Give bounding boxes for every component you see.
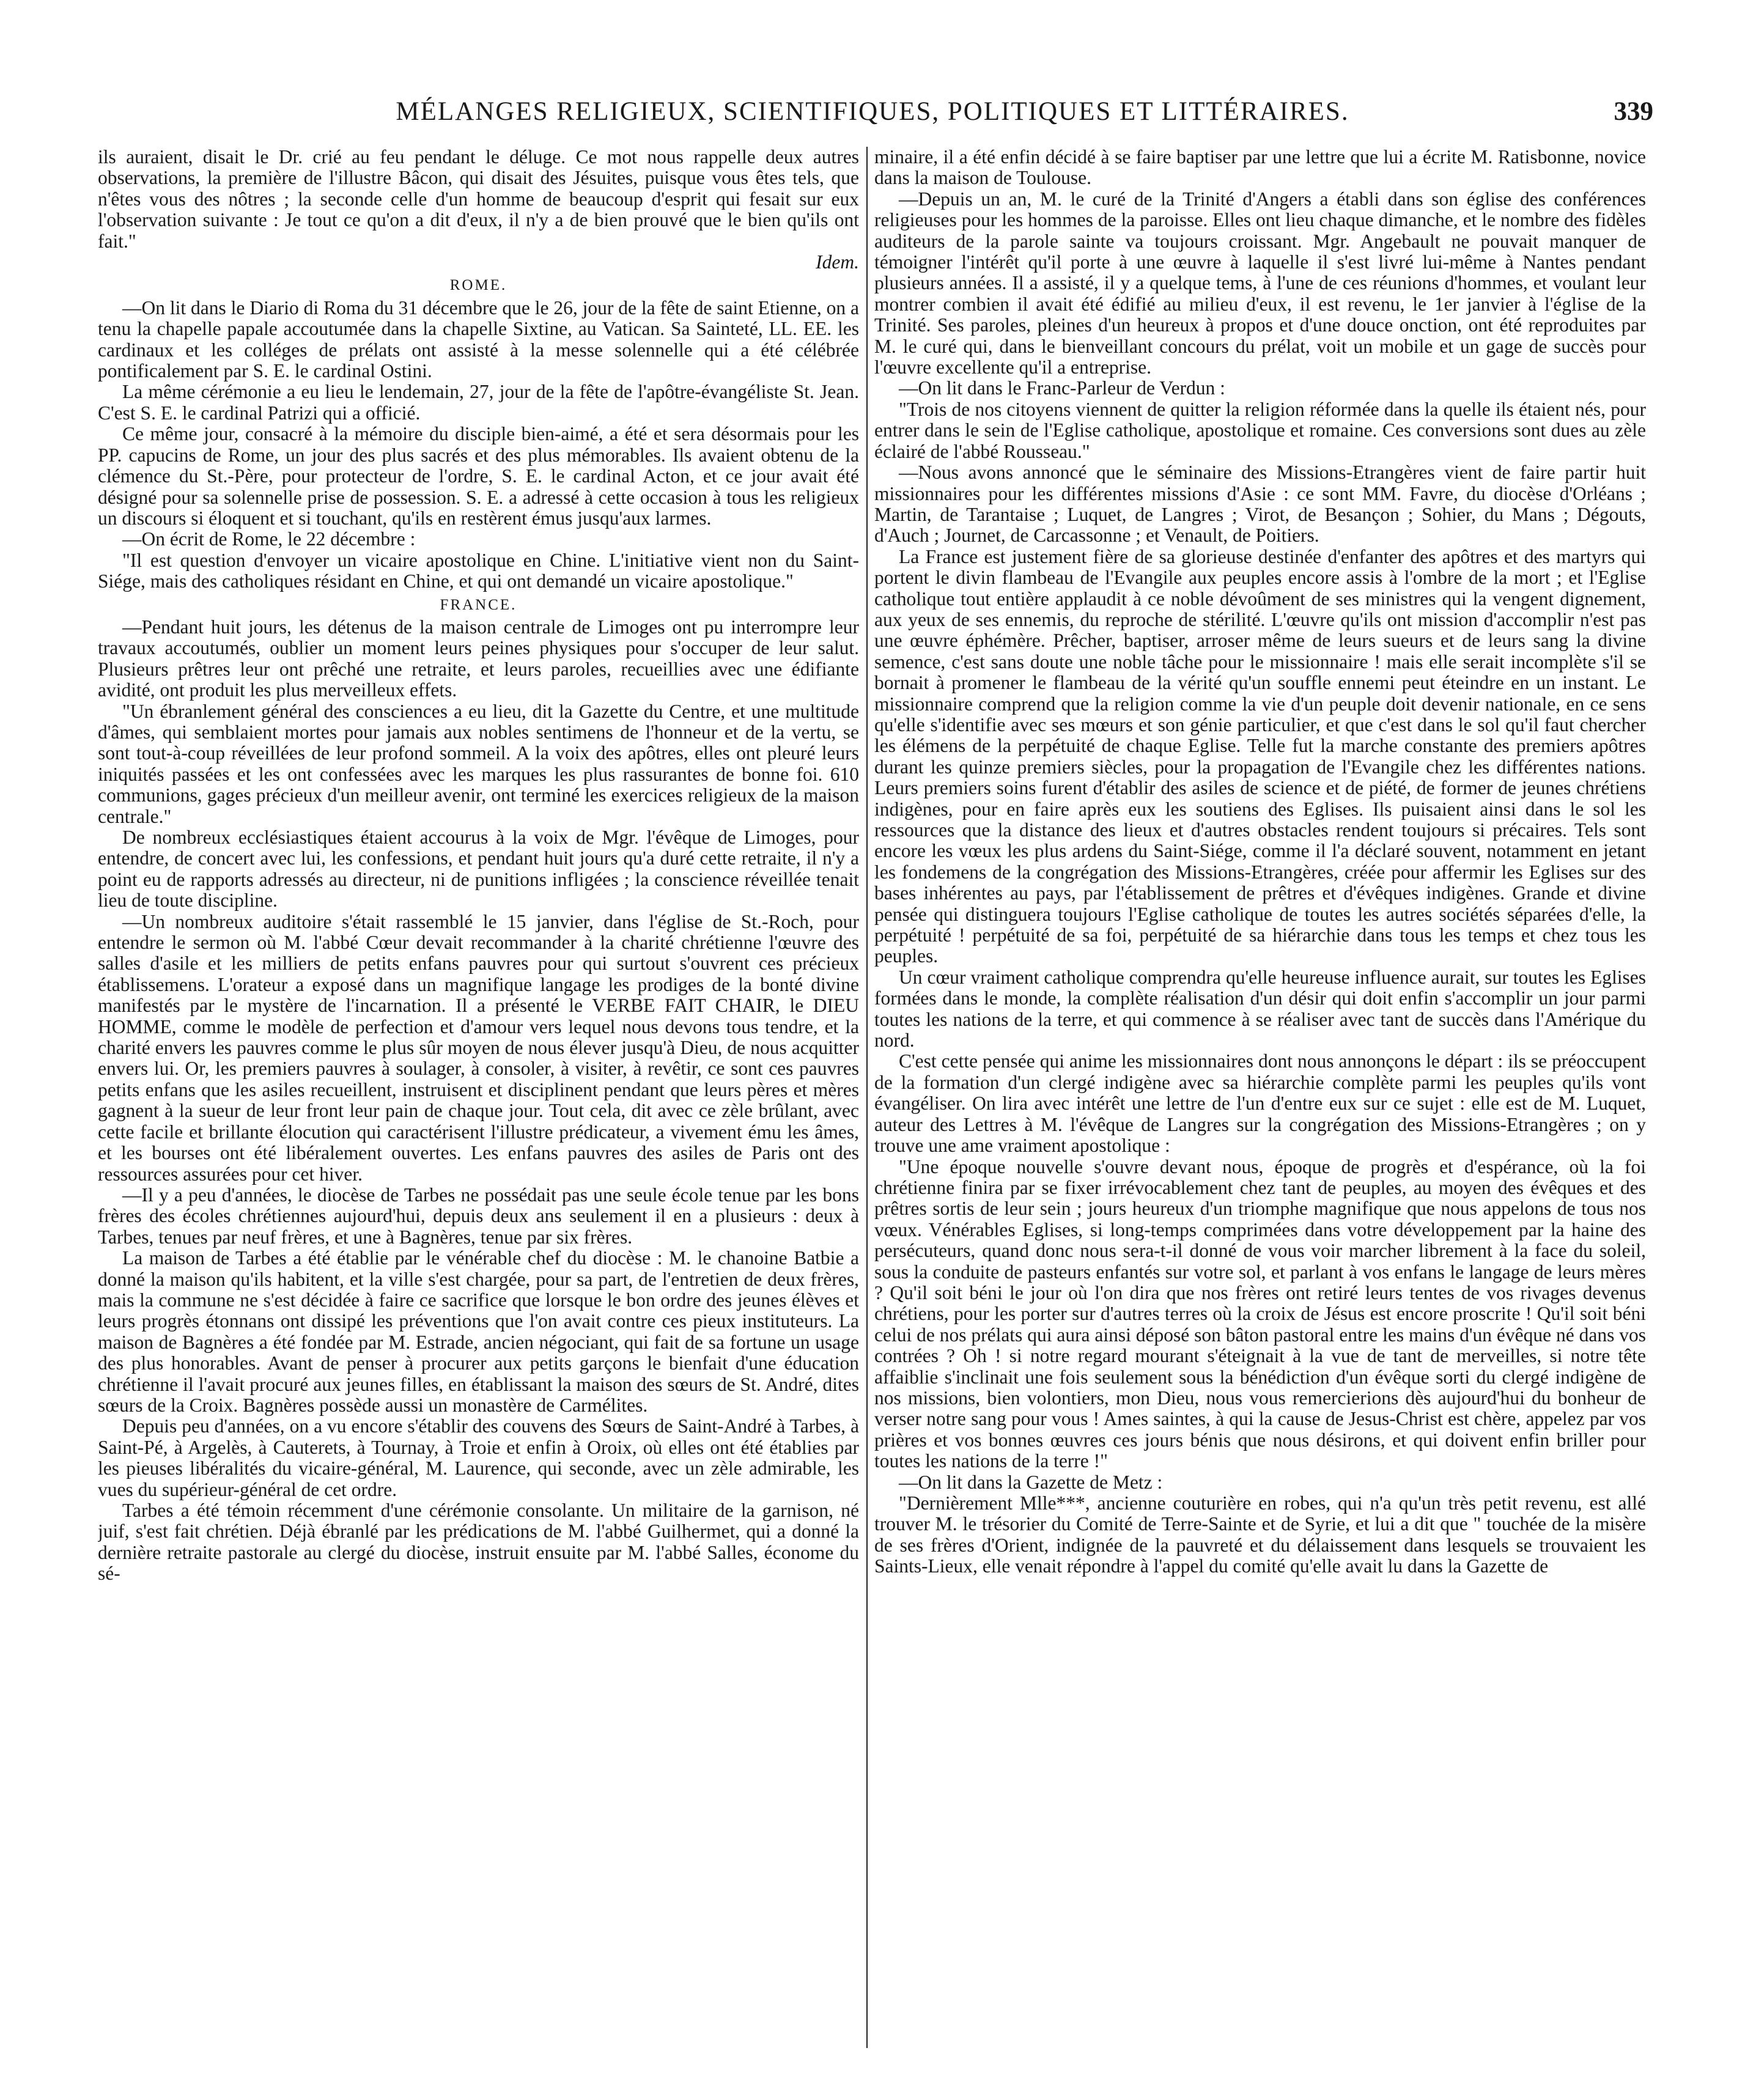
article-paragraph: —Un nombreux auditoire s'était rassemblé le 15 janvier, dans l'église de St.-Roch, pour entendre le sermon où M. l'abbé Cœur devait recommander à la charité chrétienne l'œuvre des salles d'asile et les milliers de petits enfans pauvres pour qui surtout s'ouvrent ces précieux établissemens. L'orateur a exposé dans un magnifique langage les prodiges de la bonté divine manifestés par le mystère de l'incarnation. Il a présenté le VERBE FAIT CHAIR, le DIEU HOMME, comme le modèle de perfection et d'amour vers lequel nous devons tous tendre, et la charité envers les pauvres comme le plus sûr moyen de nous élever jusqu'à Dieu, de nous acquitter envers lui. Or, les premiers pauvres à soulager, à consoler, à visiter, à revêtir, ce sont ces pauvres petits enfans que les asiles recueillent, instruisent et disciplinent pendant que leurs pères et mères gagnent à la sueur de leur front leur pain de chaque jour. Tout cela, dit avec ce zèle brûlant, avec cette facile et brillante élocution qui caractérisent l'illustre prédicateur, a vivement ému les âmes, et les bourses ont été libéralement ouvertes. Les enfans pauvres des asiles de Paris ont des ressources assurées pour cet hiver. <box>98 910 859 1185</box>
right-column <box>874 147 1646 2051</box>
column-divider <box>866 147 868 2048</box>
running-title: MÉLANGES RELIGIEUX, SCIENTIFIQUES, POLITIQUES ET LITTÉRAIRES. <box>396 97 1349 126</box>
article-paragraph: —On lit dans le Diario di Roma du 31 décembre que le 26, jour de la fête de saint Etienne, on a tenu la chapelle papale accoutumée dans la chapelle Sixtine, au Vatican. Sa Sainteté, LL. EE. les cardinaux et les colléges de prélats ont assisté à la messe solennelle qui a été célébrée pontificalement par S. E. le cardinal Ostini. <box>98 297 859 382</box>
article-paragraph: "Il est question d'envoyer un vicaire apostolique en Chine. L'initiative vient non du Saint-Siége, mais des catholiques résidant en Chine, et qui ont demandé un vicaire apostolique." <box>98 549 859 592</box>
article-paragraph: Un cœur vraiment catholique comprendra qu'elle heureuse influence aurait, sur toutes les Eglises formées dans le monde, la complète réalisation d'un désir qui doit enfin s'accomplir un jour parmi toutes les nations de la terre, et qui commence à se réaliser avec tant de succès dans l'Amérique du nord. <box>874 966 1646 1052</box>
article-paragraph: —Nous avons annoncé que le séminaire des Missions-Etrangères vient de faire partir huit missionnaires pour les différentes missions d'Asie : ce sont MM. Favre, du diocèse d'Orléans ; Martin, de Tarantaise ; Luquet, de Langres ; Virot, de Besançon ; Sohier, du Mans ; Dégouts, d'Auch ; Journet, de Carcassonne ; et Venault, de Poitiers. <box>874 462 1646 547</box>
article-paragraph: —On lit dans la Gazette de Metz : <box>899 1471 1163 1493</box>
article-paragraph: minaire, il a été enfin décidé à se faire baptiser par une lettre que lui a écrite M. Ratisbonne, novice dans la maison de Toulouse. <box>874 147 1646 189</box>
article-paragraph: Depuis peu d'années, on a vu encore s'établir des couvens des Sœurs de Saint-André à Tarbes, à Saint-Pé, à Argelès, à Cauterets, à Tournay, à Troie et enfin à Oroix, où elles ont été établies par les pieuses libéralités du vicaire-général, M. Laurence, qui seconde, avec un zèle admirable, les vues du supérieur-général de cet ordre. <box>98 1415 859 1500</box>
article-paragraph: La même cérémonie a eu lieu le lendemain, 27, jour de la fête de l'apôtre-évangéliste St. Jean. C'est S. E. le cardinal Patrizi qui a officié. <box>98 381 859 424</box>
article-paragraph: La France est justement fière de sa glorieuse destinée d'enfanter des apôtres et des martyrs qui portent le divin flambeau de l'Evangile aux peuples encore assis à l'ombre de la mort ; et l'Eglise catholique tout entière applaudit à ce noble dévoûment de ses ministres qui la vengent dignement, aux yeux de ses ennemis, du reproche de stérilité. L'œuvre qu'ils ont mission d'accomplir n'est pas une œuvre éphémère. Prêcher, baptiser, arroser même de leurs sueurs et de leurs sang la divine semence, c'est sans doute une noble tâche pour le missionnaire ! mais elle serait incomplète s'il se bornait à promener le flambeau de la vérité qu'un souffle ennemi peut éteindre en un instant. Le missionnaire comprend que la religion comme la vie d'un peuple doit devenir nationale, en ce sens qu'elle s'identifie avec ses mœurs et son génie particulier, et que c'est dans le sol qu'il faut chercher les élémens de la perpétuité de chaque Eglise. Telle fut la marche constante des premiers apôtres durant les quinze premiers siècles, pour la propagation de l'Evangile chez les différentes nations. Leurs premiers soins furent d'établir des asiles de science et de piété, de former de jeunes chrétiens indigènes, pour en faire après eux les soutiens des Eglises. Ils puisaient ainsi dans le sol les ressources que la distance des lieux et d'autres obstacles rendent toujours si précaires. Tels sont encore les vœux les plus ardens du Saint-Siége, comme il l'a déclaré souvent, notamment en jetant les fondemens de la congrégation des Missions-Etrangères, créée pour affermir les Eglises sur des bases inhérentes au pays, par l'établissement de prêtres et d'évêques indigènes. Grande et divine pensée qui distinguera toujours l'Eglise catholique de toutes les autres sociétés séparées d'elle, la perpétuité ! perpétuité de sa foi, perpétuité de sa hiérarchie dans tous les temps et chez tous les peuples. <box>874 545 1646 967</box>
article-paragraph: "Un ébranlement général des consciences a eu lieu, dit la Gazette du Centre, et une multitude d'âmes, qui semblaient mortes pour jamais aux nobles sentimens de l'honneur et de la vertu, se sont tout-à-coup réveillées de leur profond sommeil. A la voix des apôtres, elles ont pleuré leurs iniquités passées et les ont confessées avec les marques les plus rassurantes de bonne foi. 610 communions, gages précieux d'un meilleur avenir, ont terminé les exercices religieux de la maison centrale." <box>98 700 859 827</box>
article-paragraph: "Trois de nos citoyens viennent de quitter la religion réformée dans la quelle ils étaient nés, pour entrer dans le sein de l'Eglise catholique, apostolique et romaine. Ces conversions sont dues au zèle éclairé de l'abbé Rousseau." <box>874 398 1646 462</box>
article-paragraph: "Une époque nouvelle s'ouvre devant nous, époque de progrès et d'espérance, où la foi chrétienne finira par se fixer irrévocablement chez tant de peuples, au moyen des évêques et des prêtres sortis de leur sein ; jours heureux d'un triomphe magnifique que nous appelons de tous nos vœux. Vénérables Eglises, si long-temps comprimées dans votre développement par la haine des persécuteurs, quand donc nous sera-t-il donné de vous voir marcher librement à la face du soleil, sous la conduite de pasteurs enfantés sur votre sol, et parlant à vos enfans le langage de leurs mères ? Qu'il soit béni le jour où l'on dira que nos frères ont retiré leurs tentes de vos rivages devenus chrétiens, pour les porter sur d'autres terres où la croix de Jésus est encore proscrite ! Qu'il soit béni celui de nos prélats qui aura ainsi déposé son bâton pastoral entre les mains d'un évêque né dans vos contrées ? Oh ! si notre regard mourant s'éteignait à la vue de tant de merveilles, si notre tête affaiblie s'inclinait une fois seulement sous la bénédiction d'un évêque sorti du clergé indigène de nos missions, bien volontiers, mon Dieu, nous vous remercierions dès aujourd'hui du bonheur de verser notre sang pour vous ! Ames saintes, à qui la cause de Jesus-Christ est chère, appelez par vos prières et vos bonnes œuvres ces jours bénis que nous désirons, et qui doivent enfin briller pour toutes les nations de la terre !" <box>874 1155 1646 1472</box>
article-paragraph: Tarbes a été témoin récemment d'une cérémonie consolante. Un militaire de la garnison, né juif, s'est fait chrétien. Déjà ébranlé par les prédications de M. l'abbé Guilhermet, qui a donné la dernière retraite pastorale au clergé du diocèse, instruit ensuite par M. l'abbé Salles, économe du sé- <box>98 1500 859 1585</box>
article-paragraph: "Dernièrement Mlle***, ancienne couturière en robes, qui n'a qu'un très petit revenu, est allé trouver M. le trésorier du Comité de Terre-Sainte et de Syrie, et lui a dit que " touchée de la misère de ses frères d'Orient, indignée de la pauvreté et du délaissement dans lesquels se trouvaient les Saints-Lieux, elle venait répondre à l'appel du comité qu'elle avait lu dans la Gazette de <box>874 1492 1646 1577</box>
page-number: 339 <box>1614 97 1653 126</box>
article-signature: Idem. <box>816 251 859 273</box>
article-paragraph: —On lit dans le Franc-Parleur de Verdun : <box>899 377 1225 399</box>
left-column <box>98 147 859 2051</box>
article-paragraph: —Depuis un an, M. le curé de la Trinité d'Angers a établi dans son église des conférences religieuses pour les hommes de la paroisse. Elles ont lieu chaque dimanche, et le nombre des fidèles auditeurs de la parole sainte va toujours croissant. Mgr. Angebault ne pouvait manquer de témoigner l'intérêt qu'il porte à une œuvre à laquelle il s'est livré lui-même à Nantes pendant plusieurs années. Il a assisté, il y a quelque tems, à l'une de ces réunions d'hommes, et voulant leur montrer combien il avait été édifié au milieu d'eux, il est revenu, le 1er janvier à l'église de la Trinité. Ses paroles, pleines d'un heureux à propos et d'une douce onction, ont été reproduites par M. le curé qui, dans le bienveillant concours du prélat, voit un mobile et un gage de succès pour l'œuvre excellente qu'il a entreprise. <box>874 188 1646 378</box>
running-head <box>92 97 1653 133</box>
section-heading-france: FRANCE. <box>440 596 517 613</box>
article-paragraph: De nombreux ecclésiastiques étaient accourus à la voix de Mgr. l'évêque de Limoges, pour entendre, de concert avec lui, les confessions, et pendant huit jours qu'a duré cette retraite, il n'y a point eu de rapports adressés au directeur, ni de punitions infligées ; la conscience réveillée tenait lieu de toute discipline. <box>98 827 859 912</box>
article-paragraph: —Pendant huit jours, les détenus de la maison centrale de Limoges ont pu interrompre leur travaux accoutumés, oublier un moment leurs peines physiques pour s'occuper de leur salut. Plusieurs prêtres leur ont prêché une retraite, et leurs paroles, recueillies avec une édifiante avidité, ont produit les plus merveilleux effets. <box>98 616 859 701</box>
section-heading-rome: ROME. <box>449 277 507 294</box>
article-paragraph: —On écrit de Rome, le 22 décembre : <box>122 528 416 550</box>
article-paragraph: La maison de Tarbes a été établie par le vénérable chef du diocèse : M. le chanoine Batbie a donné la maison qu'ils habitent, et la ville s'est chargée, pour sa part, de l'entretien de deux frères, mais la commune ne s'est décidée à faire ce sacrifice que lorsque le bon ordre des jeunes élèves et leurs progrès étonnans ont dissipé les préventions que l'on avait contre ces pieux instituteurs. La maison de Bagnères a été fondée par M. Estrade, ancien négociant, qui fait de sa fortune un usage des plus honorables. Avant de penser à procurer aux petits garçons le bienfait d'une éducation chrétienne il l'avait procuré aux jeunes filles, en établissant la maison des sœurs de St. André, dites sœurs de la Croix. Bagnères possède aussi un monastère de Carmélites. <box>98 1247 859 1416</box>
article-paragraph: ils auraient, disait le Dr. crié au feu pendant le déluge. Ce mot nous rappelle deux autres observations, la première de l'illustre Bâcon, qui disait des Jésuites, puisque vous êtes tels, que n'êtes vous des nôtres ; la seconde celle d'un homme de beaucoup d'esprit qui fesait sur eux l'observation suivante : Je tout ce qu'on a dit d'eux, il n'y a de bien prouvé que le bien qu'ils ont fait." <box>98 147 859 252</box>
article-paragraph: —Il y a peu d'années, le diocèse de Tarbes ne possédait pas une seule école tenue par les bons frères des écoles chrétiennes aujourd'hui, depuis deux ans seulement il en a plusieurs : deux à Tarbes, tenues par neuf frères, et une à Bagnères, tenue par six frères. <box>98 1184 859 1248</box>
article-paragraph: Ce même jour, consacré à la mémoire du disciple bien-aimé, a été et sera désormais pour les PP. capucins de Rome, un jour des plus sacrés et des plus mémorables. Ils avaient obtenu de la clémence du St.-Père, pour protecteur de l'ordre, S. E. le cardinal Acton, et ce jour avait été désigné pour sa solennelle prise de possession. S. E. a adressé à cette occasion à tous les religieux un discours si éloquent et si touchant, qu'ils en restèrent émus jusqu'aux larmes. <box>98 423 859 529</box>
article-paragraph: C'est cette pensée qui anime les missionnaires dont nous annonçons le départ : ils se préoccupent de la formation d'un clergé indigène avec sa hiérarchie complète parmi les peuples qu'ils vont évangéliser. On lira avec intérêt une lettre de l'un d'entre eux sur ce sujet : elle est de M. Luquet, auteur des Lettres à M. l'évêque de Langres sur la congrégation des Missions-Etrangères ; on y trouve une ame vraiment apostolique : <box>874 1050 1646 1157</box>
